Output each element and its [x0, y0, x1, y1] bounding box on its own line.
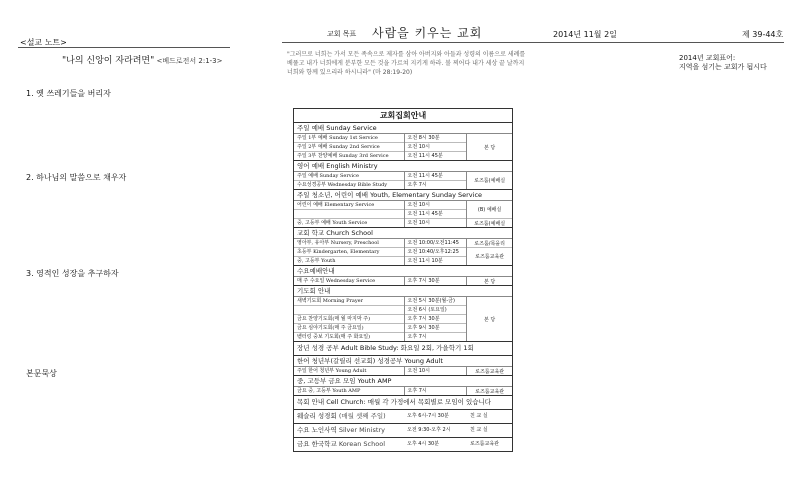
service-times: [404, 172, 467, 189]
section-rows: [294, 172, 512, 189]
section-rows: [294, 387, 512, 395]
service-time: 오전 10:00/오전11:45: [407, 240, 459, 246]
section-heading: 수요예배안내: [294, 266, 512, 277]
meeting-schedule-table: [293, 108, 513, 452]
issue-number: 제 39-44호: [742, 30, 784, 39]
service-names: [294, 201, 404, 227]
section-rows: [294, 201, 512, 227]
service-time: 오전 10시: [405, 142, 467, 151]
service-places: [466, 387, 512, 395]
service-names: [294, 172, 404, 189]
schedule-section: [294, 396, 512, 410]
service-name: 중, 고등부 예배 Youth Service: [294, 218, 404, 227]
service-time: 오후 7시 30분: [407, 278, 440, 284]
service-times: [404, 367, 467, 375]
service-name: 새벽기도회 Morning Prayer: [297, 298, 363, 304]
section-heading: [294, 438, 512, 451]
section-title: 목회 안내 Cell Church: 매월 각 가정에서 목회별로 모임이 있습니다: [297, 398, 492, 406]
service-times: [404, 134, 467, 160]
service-name: 금요 중, 고등부 Youth AMP: [297, 388, 361, 394]
service-name: 초등부 Kindergarten, Elementary: [294, 247, 404, 256]
service-time: 오전 10시: [407, 368, 430, 374]
header-divider: [282, 42, 784, 43]
service-times: [404, 239, 467, 265]
section-heading: [294, 424, 512, 437]
service-place: 본 당: [483, 278, 496, 285]
service-time: 오후 7시: [405, 180, 467, 189]
service-names: [294, 367, 404, 375]
service-place: 로즈룸교육관: [475, 368, 505, 375]
service-time: 오전 10:40/오후12:25: [405, 247, 467, 256]
service-name: 중, 고등부 Youth: [294, 256, 404, 265]
church-slogan: 사람을 키우는 교회: [372, 26, 483, 40]
bulletin-date: 2014년 11월 2일: [553, 30, 617, 39]
section-place: 친 교 실: [470, 413, 488, 419]
schedule-section: [294, 438, 512, 451]
section-heading: 교회 학교 Church School: [294, 228, 512, 239]
service-places: [466, 134, 512, 160]
schedule-section: [294, 190, 512, 228]
service-name: 주일 1부 예배 Sunday 1st Service: [297, 135, 378, 141]
service-places: [466, 277, 512, 285]
service-time: 오후 7시: [407, 388, 427, 394]
service-name: 주일 2부 예배 Sunday 2nd Service: [294, 142, 404, 151]
service-time: 오후 7시: [405, 332, 467, 341]
schedule-section: [294, 376, 512, 396]
service-name: 매 주 수요일 Wednesday Service: [297, 278, 376, 284]
schedule-section: [294, 342, 512, 356]
service-places: [466, 297, 512, 341]
service-name: 금요 찬양기도회(매 월 마지막 주): [294, 314, 404, 323]
service-name: 주일 3부 찬양예배 Sunday 3rd Service: [294, 151, 404, 160]
section-time: 오후 4시 30분: [407, 441, 440, 447]
service-name: 영아부, 유아부 Nursery, Preschool: [297, 240, 379, 246]
service-name: [294, 209, 404, 218]
section-rows: [294, 367, 512, 375]
schedule-section: [294, 161, 512, 190]
sermon-reference: <베드로전서 2:1-3>: [156, 57, 223, 65]
section-place: 로즈룸교육관: [470, 441, 499, 447]
service-names: [294, 239, 404, 265]
service-time: 오후 7시 30분: [405, 314, 467, 323]
section-time: 오후 6시-7시 30분: [407, 413, 449, 419]
service-place: 본 당: [483, 316, 496, 323]
service-place: 로즈룸/목을리: [474, 240, 505, 247]
service-names: [294, 134, 404, 160]
service-names: [294, 297, 404, 341]
sermon-point-1: 1. 옛 쓰레기들을 버리자: [26, 89, 111, 98]
section-title: 장년 성경 공부 Adult Bible Study: 화요일 2회, 가을학기 1회: [297, 344, 474, 352]
service-time: 오전 5시 30분(월-금): [407, 298, 455, 304]
section-place: 친 교 실: [470, 427, 488, 433]
service-name: 금요 심야기도회(매 주 금요일): [294, 323, 404, 332]
church-goal-tag: 교회 목표: [327, 30, 357, 38]
schedule-section: [294, 410, 512, 424]
section-heading: [294, 342, 512, 355]
service-place: (B) 예배실: [477, 207, 502, 213]
schedule-section: [294, 424, 512, 438]
section-heading: 주일 예배 Sunday Service: [294, 123, 512, 134]
service-names: [294, 387, 404, 395]
service-time: 오전 11시 45분: [405, 151, 467, 160]
section-heading: 기도회 안내: [294, 286, 512, 297]
sermon-title: "나의 신앙이 자라려면": [62, 56, 155, 66]
section-heading: 영어 예배 English Ministry: [294, 161, 512, 172]
service-time: 오전 11시 45분: [407, 173, 443, 179]
service-place: 본 당: [483, 144, 496, 151]
service-time: 오전 10시: [407, 202, 430, 208]
service-names: [294, 277, 404, 285]
schedule-section: [294, 356, 512, 376]
section-time: 오전 9:30-오후 2시: [407, 427, 451, 433]
table-title: 교회집회안내: [294, 109, 512, 123]
service-places: [466, 239, 512, 265]
schedule-section: [294, 123, 512, 161]
section-title: 웨슬리 성경회: [297, 412, 337, 420]
section-heading: 한어 청년부(갈릴리 선교회) 성경공부 Young Adult: [294, 356, 512, 367]
service-time: 오전 8시 30분: [407, 135, 440, 141]
scripture-verse: "그러므로 너희는 가서 모든 족속으로 제자를 삼아 아버지와 아들과 성령의 이름으로 세례를 베풀고 내가 너희에게 분부한 모든 것을 가르쳐 지키게 하라. 볼 찌어다 내가 세상 끝 날까지 너희와 항께 있으리라 하시니라" (마 28:19-20): [287, 51, 526, 76]
sermon-point-3: 3. 영적인 성장을 추구하자: [26, 269, 119, 278]
service-places: [466, 172, 512, 189]
divider: [18, 47, 230, 48]
service-times: [404, 277, 467, 285]
service-time: 오전 10시: [405, 218, 467, 227]
section-rows: [294, 277, 512, 285]
service-time: 오전 11시 45분: [405, 209, 467, 218]
section-rows: [294, 239, 512, 265]
section-rows: [294, 297, 512, 341]
section-heading: [294, 396, 512, 409]
section-rows: [294, 134, 512, 160]
service-time: 오전 11시 10분: [405, 256, 467, 265]
section-heading: [294, 410, 512, 423]
service-times: [404, 201, 467, 227]
service-place: 로즈룸(예배실: [474, 178, 506, 184]
service-places: [466, 367, 512, 375]
schedule-section: [294, 228, 512, 266]
section-heading: 중, 고등부 금요 모임 Youth AMP: [294, 376, 512, 387]
service-time: 오후 9시 30분: [405, 323, 467, 332]
meditation-label: 본문묵상: [26, 369, 57, 378]
service-times: [404, 387, 467, 395]
service-name: 주일 예배 Sunday Service: [297, 173, 359, 179]
service-name: 수요성경공부 Wednesday Bible Study: [294, 180, 404, 189]
section-title: 수요 노인사역: [297, 426, 337, 434]
service-name: 어린이 예배 Elementary Service: [297, 202, 375, 208]
sermon-point-2: 2. 하나님의 말씀으로 채우자: [26, 173, 127, 182]
service-name: 벧터링 중보 기도회(매 주 화요일): [294, 332, 404, 341]
section-subtitle: Korean School: [336, 440, 386, 448]
sermon-heading: [62, 53, 223, 66]
sermon-note-label: <설교 노트>: [20, 38, 67, 47]
service-times: [404, 297, 467, 341]
service-name: 주일 한어 청년부 Young Adult: [297, 368, 367, 374]
year-motto: 지역을 섬기는 교회가 됩시다: [679, 63, 767, 71]
service-time: 오전 6시 (토요일): [405, 305, 467, 314]
service-places: [466, 201, 512, 227]
year-motto-label: 2014년 교회표어:: [679, 54, 736, 62]
section-title: 금요 한국학교: [297, 440, 337, 448]
schedule-section: [294, 286, 512, 342]
schedule-section: [294, 266, 512, 286]
section-subtitle: (매월 셋째 주일): [336, 412, 386, 420]
section-subtitle: Silver Ministry: [336, 426, 385, 434]
section-heading: 주일 청소년, 어린이 예배 Youth, Elementary Sunday Service: [294, 190, 512, 201]
service-place: 로즈룸교육관: [475, 388, 505, 395]
service-name: [294, 305, 404, 314]
service-place: 로즈룸(예배실: [467, 218, 512, 227]
service-place: 로즈룸교육관: [467, 247, 512, 265]
